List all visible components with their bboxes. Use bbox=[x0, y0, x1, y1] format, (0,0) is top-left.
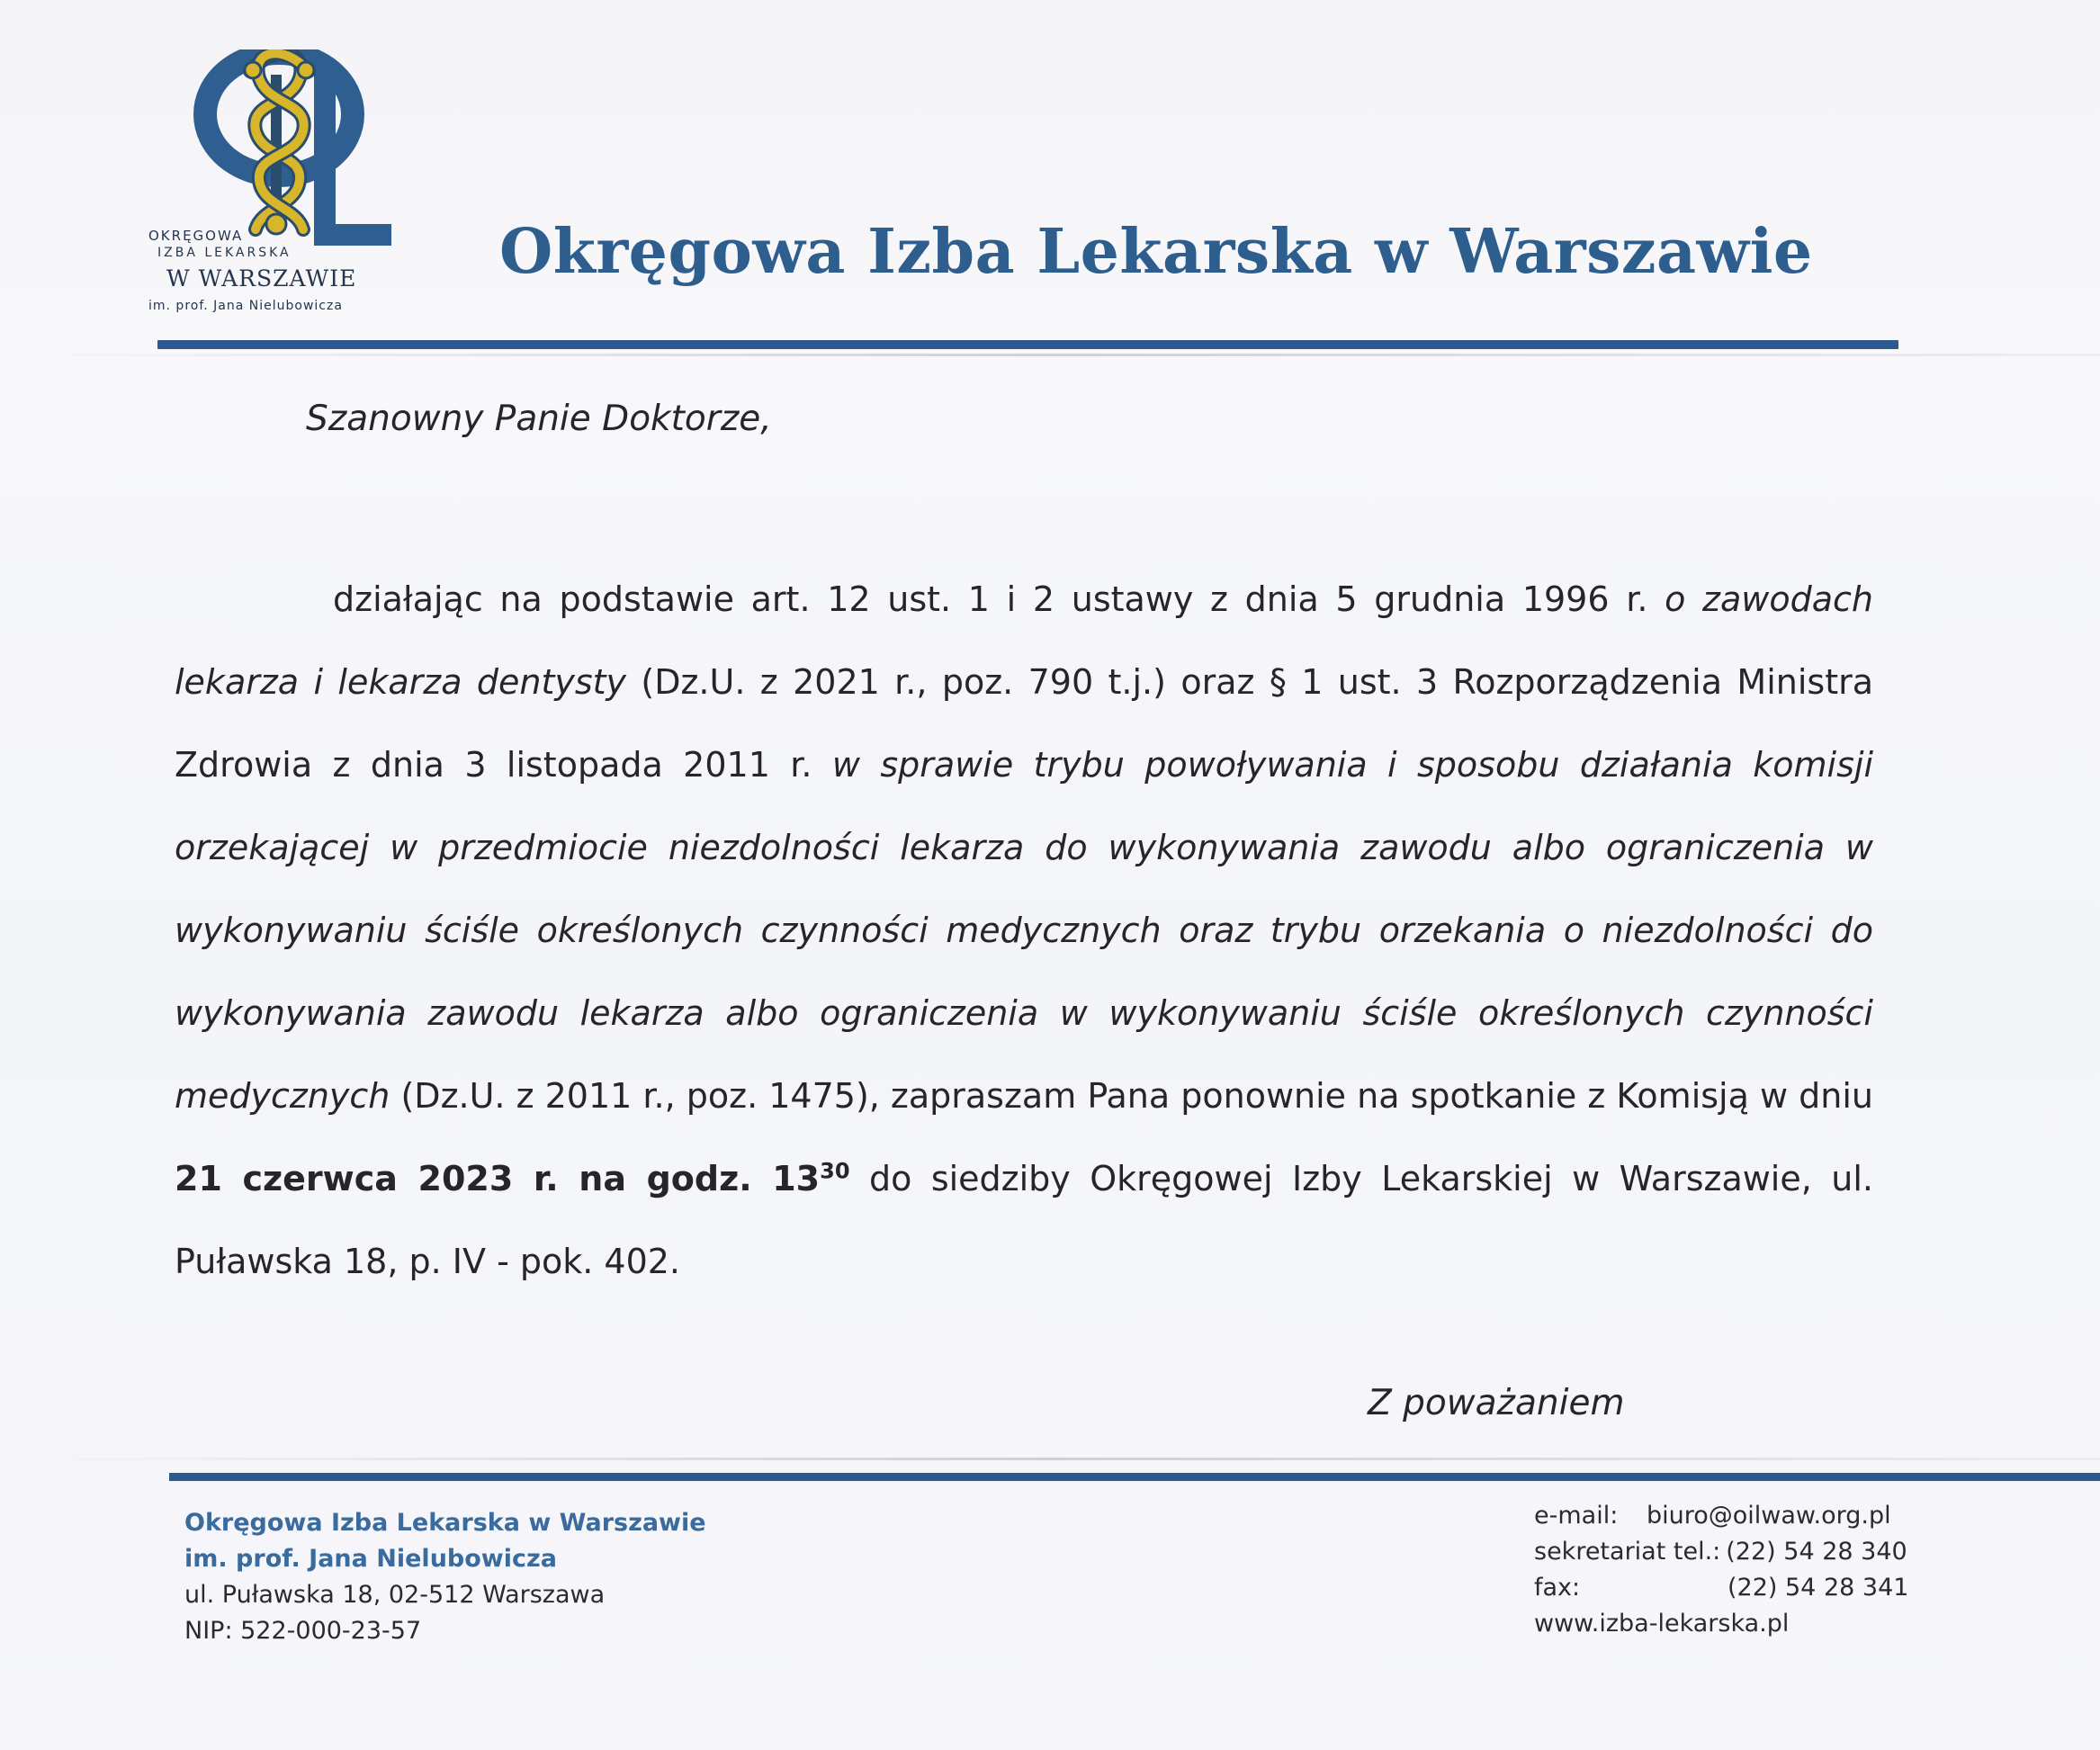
body-segment-2-italic: o zawodach lekarza i lekarza dentysty bbox=[175, 579, 1873, 702]
footer-divider bbox=[169, 1473, 2100, 1481]
closing: Z poważaniem bbox=[1368, 1383, 1625, 1423]
letter-body-paragraph bbox=[175, 558, 1873, 1303]
email-label: e-mail: bbox=[1534, 1502, 1619, 1530]
paper-fold-bottom bbox=[0, 1458, 2100, 1460]
body-segment-1: działając na podstawie art. 12 ust. 1 i 2 ustawy z dnia 5 grudnia 1996 r. bbox=[333, 579, 1665, 619]
fax-label: fax: bbox=[1534, 1574, 1581, 1602]
fax-number[interactable]: (22) 54 28 341 bbox=[1728, 1574, 1909, 1602]
logo-text-line-2: IZBA LEKARSKA bbox=[157, 246, 292, 260]
appointment-minutes: 30 bbox=[820, 1158, 850, 1184]
appointment-date-time: 21 czerwca 2023 r. na godz. 13 bbox=[175, 1159, 821, 1198]
footer-org-name: Okręgowa Izba Lekarska w Warszawie bbox=[184, 1509, 706, 1537]
logo-text-line-3: W WARSZAWIE bbox=[166, 265, 357, 292]
salutation: Szanowny Panie Doktorze, bbox=[306, 399, 772, 439]
footer-address: ul. Puławska 18, 02-512 Warszawa bbox=[184, 1581, 606, 1609]
footer-address-block bbox=[184, 1505, 706, 1649]
contact-email-row bbox=[1534, 1498, 1908, 1534]
body-segment-7: do siedziby Okręgowej Izby Lekarskiej w Warszawie, ul. Puławska 18, p. IV - pok. 402. bbox=[175, 1159, 1873, 1281]
contact-phone-row bbox=[1534, 1534, 1908, 1570]
body-segment-5: (Dz.U. z 2011 r., poz. 1475), zapraszam Pana ponownie na spotkanie z Komisją w dniu bbox=[390, 1076, 1873, 1116]
footer-nip: NIP: 522-000-23-57 bbox=[184, 1617, 422, 1645]
letterhead-title: Okręgowa Izba Lekarska w Warszawie bbox=[499, 216, 1813, 288]
chamber-logo bbox=[148, 49, 418, 319]
phone-label: sekretariat tel.: bbox=[1534, 1538, 1721, 1566]
body-segment-3: (Dz.U. z 2021 r., poz. 790 t.j.) oraz § 1 ust. 3 Rozporządzenia Ministra Zdrowia z dnia 3 listopada 2011 r. bbox=[175, 662, 1873, 785]
footer-patron: im. prof. Jana Nielubowicza bbox=[184, 1545, 557, 1573]
website-link[interactable]: www.izba-lekarska.pl bbox=[1534, 1610, 1790, 1638]
body-segment-4-italic: w sprawie trybu powoływania i sposobu działania komisji orzekającej w przedmiocie niezdolności lekarza do wykonywania zawodu albo ograniczenia w wykonywaniu ściśle określonych czynności medycznych oraz trybu orzekania o niezdolności do wykonywania zawodu lekarza albo ograniczenia w wykonywaniu ściśle określonych czynności medycznych bbox=[175, 745, 1874, 1116]
paper-fold-top bbox=[0, 354, 2100, 356]
header-divider bbox=[157, 340, 1898, 349]
contact-website-row bbox=[1534, 1606, 1908, 1642]
contact-fax-row bbox=[1534, 1570, 1908, 1606]
phone-number[interactable]: (22) 54 28 340 bbox=[1726, 1538, 1907, 1566]
logo-text-line-4: im. prof. Jana Nielubowicza bbox=[148, 299, 343, 313]
email-link[interactable]: biuro@oilwaw.org.pl bbox=[1647, 1502, 1891, 1530]
logo-text-line-1: OKRĘGOWA bbox=[148, 228, 244, 244]
footer-contact-block bbox=[1534, 1498, 1908, 1642]
